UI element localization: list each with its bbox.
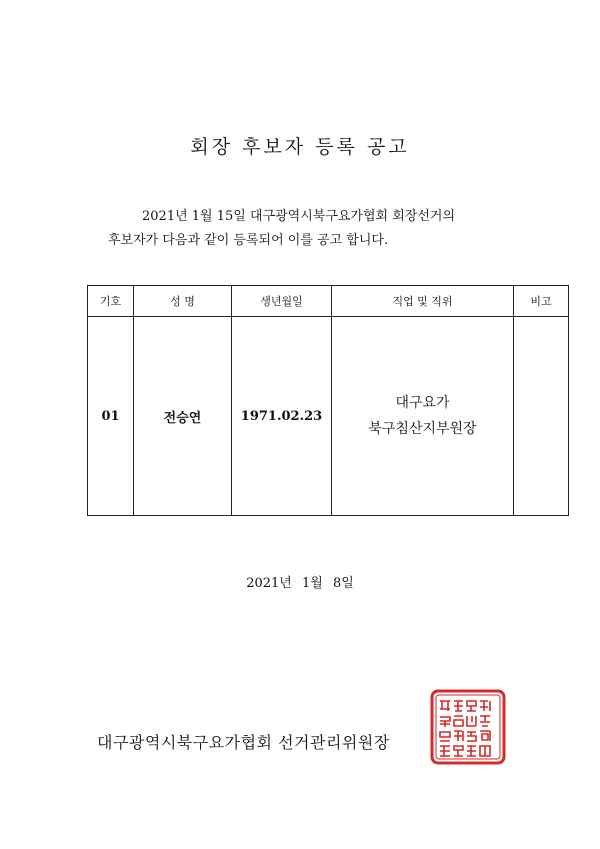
header-name: 성 명 xyxy=(134,286,232,317)
document-title: 회장 후보자 등록 공고 xyxy=(190,136,410,158)
notice-line-1: 2021년 1월 15일 대구광역시북구요가협회 회장선거의 xyxy=(142,209,456,224)
candidate-job xyxy=(332,317,514,516)
table-row xyxy=(88,317,569,516)
header-job: 직업 및 직위 xyxy=(332,286,514,317)
header-note: 비고 xyxy=(514,286,569,317)
header-birth: 생년월일 xyxy=(232,286,332,317)
candidate-table xyxy=(87,285,569,516)
issuer-signature: 대구광역시북구요가협회 선거관리위원장 xyxy=(97,733,390,752)
header-number: 기호 xyxy=(88,286,134,317)
candidate-name: 전승연 xyxy=(134,317,232,516)
job-line-1: 대구요가 xyxy=(395,395,450,411)
official-seal-stamp xyxy=(430,689,506,765)
notice-line-2: 후보자가 다음과 같이 등록되어 이를 공고 합니다. xyxy=(108,233,389,248)
table-header-row xyxy=(88,286,569,317)
job-line-2: 북구침산지부원장 xyxy=(368,421,477,437)
candidate-note xyxy=(514,317,569,516)
candidate-birth: 1971.02.23 xyxy=(232,317,332,516)
candidate-number: 01 xyxy=(88,317,134,516)
notice-date: 2021년 1월 8일 xyxy=(246,576,354,591)
notice-text xyxy=(108,205,528,253)
